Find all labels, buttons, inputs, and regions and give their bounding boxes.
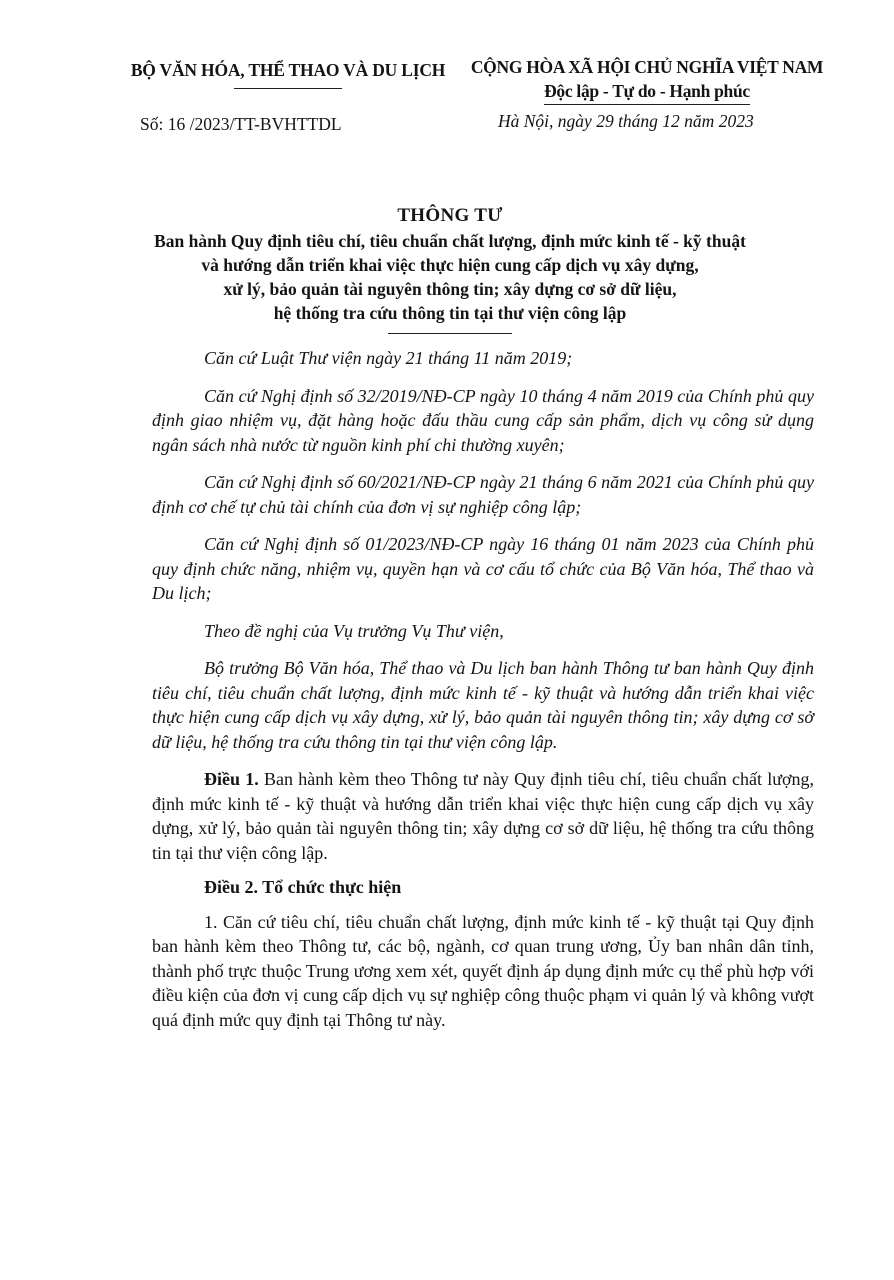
- document-body: [152, 346, 814, 1042]
- national-header: [462, 55, 832, 105]
- legal-basis-1: Căn cứ Luật Thư viện ngày 21 tháng 11 năm 2019;: [204, 348, 573, 368]
- article-1-label: Điều 1.: [204, 769, 259, 789]
- document-title-block: [100, 203, 800, 334]
- legal-basis-2: Căn cứ Nghị định số 32/2019/NĐ-CP ngày 10 tháng 4 năm 2019 của Chính phủ quy định giao nhiệm vụ, đặt hàng hoặc đấu thầu cung cấp sản phẩm, dịch vụ công sử dụng ngân sách nhà nước từ nguồn kinh phí chi thường xuyên;: [152, 385, 814, 455]
- legal-basis-3: Căn cứ Nghị định số 60/2021/NĐ-CP ngày 21 tháng 6 năm 2021 của Chính phủ quy định cơ chế tự chủ tài chính của đơn vị sự nghiệp công lập;: [152, 472, 814, 517]
- legal-basis-4: Căn cứ Nghị định số 01/2023/NĐ-CP ngày 16 tháng 01 năm 2023 của Chính phủ quy định chức năng, nhiệm vụ, quyền hạn và cơ cấu tổ chức của Bộ Văn hóa, Thể thao và Du lịch;: [152, 534, 814, 603]
- title-line-3: xử lý, bảo quản tài nguyên thông tin; xây dựng cơ sở dữ liệu,: [223, 279, 677, 299]
- ministry-name: BỘ VĂN HÓA, THỂ THAO VÀ DU LỊCH: [130, 60, 446, 80]
- article-2-clause-1: 1. Căn cứ tiêu chí, tiêu chuẩn chất lượng, định mức kinh tế - kỹ thuật tại Quy định ban hành kèm theo Thông tư, các bộ, ngành, cơ quan trung ương, Ủy ban nhân dân tỉnh, thành phố trực thuộc Trung ương xem xét, quyết định áp dụng định mức cụ thể phù hợp với điều kiện của đơn vị cung cấp dịch vụ sự nghiệp công thuộc phạm vi quản lý và không vượt quá định mức quy định tại Thông tư này.: [152, 911, 814, 1030]
- document-type: THÔNG TƯ: [397, 205, 503, 226]
- country-name: CỘNG HÒA XÃ HỘI CHỦ NGHĨA VIỆT NAM: [470, 57, 824, 77]
- ministry-underline: [234, 88, 342, 89]
- title-underline: [388, 333, 512, 334]
- national-motto: Độc lập - Tự do - Hạnh phúc: [544, 79, 750, 105]
- article-2-heading: Điều 2. Tổ chức thực hiện: [204, 877, 402, 897]
- document-number: Số: 16 /2023/TT-BVHTTDL: [140, 114, 342, 134]
- article-1: [152, 767, 814, 865]
- document-date: Hà Nội, ngày 29 tháng 12 năm 2023: [498, 111, 754, 131]
- title-line-1: Ban hành Quy định tiêu chí, tiêu chuẩn chất lượng, định mức kinh tế - kỹ thuật: [154, 231, 746, 251]
- issuing-authority: [118, 60, 458, 89]
- proposal-clause: Theo đề nghị của Vụ trưởng Vụ Thư viện,: [204, 620, 504, 641]
- enactment-clause: Bộ trưởng Bộ Văn hóa, Thể thao và Du lịch ban hành Thông tư ban hành Quy định tiêu chí, tiêu chuẩn chất lượng, định mức kinh tế - kỹ thuật và hướng dẫn triển khai việc thực hiện cung cấp dịch vụ xây dựng, xử lý, bảo quản tài nguyên thông tin; xây dựng cơ sở dữ liệu, hệ thống tra cứu thông tin tại thư viện công lập.: [152, 658, 814, 752]
- article-1-text: Ban hành kèm theo Thông tư này Quy định tiêu chí, tiêu chuẩn chất lượng, định mức kinh tế - kỹ thuật và hướng dẫn triển khai việc thực hiện cung cấp dịch vụ xây dựng, xử lý, bảo quản tài nguyên thông tin; xây dựng cơ sở dữ liệu, hệ thống tra cứu thông tin tại thư viện công lập.: [152, 769, 815, 863]
- title-line-2: và hướng dẫn triển khai việc thực hiện cung cấp dịch vụ xây dựng,: [201, 255, 699, 275]
- title-line-4: hệ thống tra cứu thông tin tại thư viện công lập: [273, 303, 627, 323]
